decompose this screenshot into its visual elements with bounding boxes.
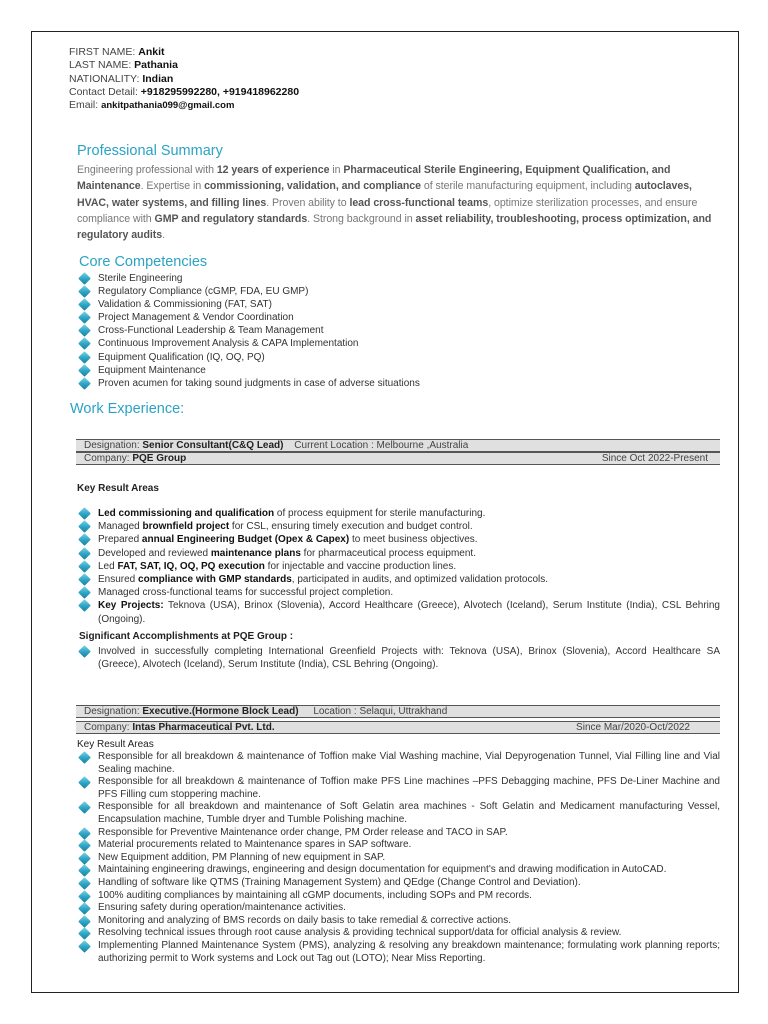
job2-company: Intas Pharmaceutical Pvt. Ltd. — [132, 722, 275, 733]
last-name-line: LAST NAME: Pathania — [69, 59, 178, 72]
list-item: Resolving technical issues through root cause analysis & providing technical support/data for official analysis & review. — [76, 927, 720, 940]
diamond-bullet-icon — [78, 890, 91, 903]
job2-location: Location : Selaqui, Uttrakhand — [313, 706, 448, 717]
list-item: Ensured compliance with GMP standards, participated in audits, and optimized validation protocols. — [76, 573, 720, 586]
job1-company: PQE Group — [132, 453, 187, 464]
nationality-line: NATIONALITY: Indian — [69, 72, 174, 85]
diamond-bullet-icon — [78, 802, 91, 815]
diamond-bullet-icon — [78, 311, 91, 324]
job2-kra-heading: Key Result Areas — [77, 739, 154, 750]
list-item: Project Management & Vendor Coordination — [76, 311, 716, 324]
diamond-bullet-icon — [78, 507, 91, 520]
job1-accomplishments-list — [76, 645, 720, 671]
job1-designation-bar: Designation: Senior Consultant(C&Q Lead) Current Location : Melbourne ,Australia — [76, 439, 720, 452]
list-item: Responsible for all breakdown & maintenance of Toffion make Vial Washing machine, Vial Depyrogenation Tunnel, Vial Filling line and Vial Sealing machine. — [76, 751, 720, 776]
list-item: Regulatory Compliance (cGMP, FDA, EU GMP) — [76, 285, 716, 298]
diamond-bullet-icon — [78, 272, 91, 285]
summary-paragraph: Engineering professional with 12 years of experience in Pharmaceutical Sterile Engineering, Equipment Qualification, and Maintenance. Expertise in commissioning, validation, and compliance of sterile manufacturing equipment, including autoclaves, HVAC, water systems, and filling lines. Proven ability to lead cross-functional teams, optimize sterilization processes, and ensure compliance with GMP and regulatory standards. Strong background in asset reliability, troubleshooting, process optimization, and regulatory audits. — [77, 164, 712, 242]
job1-designation: Senior Consultant(C&Q Lead) — [142, 440, 284, 451]
job2-designation: Executive.(Hormone Block Lead) — [142, 706, 299, 717]
list-item: Key Projects: Teknova (USA), Brinox (Slovenia), Accord Healthcare (Greece), Alvotech (Iceland), Serum Institute (India), CSL Behring (Ongoing). — [76, 599, 720, 625]
diamond-bullet-icon — [78, 534, 91, 547]
job1-accomplishments-heading: Significant Accomplishments at PQE Group : — [79, 631, 294, 642]
diamond-bullet-icon — [78, 927, 91, 940]
core-competencies-heading: Core Competencies — [79, 254, 208, 270]
diamond-bullet-icon — [78, 827, 91, 840]
first-name-line: FIRST NAME: Ankit — [69, 46, 165, 58]
list-item: Equipment Maintenance — [76, 364, 716, 377]
list-item: Validation & Commissioning (FAT, SAT) — [76, 298, 716, 311]
list-item: Proven acumen for taking sound judgments in case of adverse situations — [76, 377, 716, 390]
diamond-bullet-icon — [78, 285, 91, 298]
list-item: Equipment Qualification (IQ, OQ, PQ) — [76, 351, 716, 364]
last-name: Pathania — [134, 59, 178, 72]
job2-company-bar: Company: Intas Pharmaceutical Pvt. Ltd. Since Mar/2020-Oct/2022 — [76, 721, 720, 734]
diamond-bullet-icon — [78, 776, 91, 789]
phone-line: Contact Detail: +918295992280, +919418962280 — [69, 85, 300, 98]
diamond-bullet-icon — [78, 645, 91, 658]
email-address[interactable]: ankitpathania099@gmail.com — [101, 100, 235, 112]
diamond-bullet-icon — [78, 560, 91, 573]
diamond-bullet-icon — [78, 852, 91, 865]
first-name: Ankit — [138, 46, 165, 58]
diamond-bullet-icon — [78, 940, 91, 953]
list-item: Ensuring safety during operation/maintenance activities. — [76, 902, 720, 915]
email-line: Email: ankitpathania099@gmail.com — [69, 99, 235, 112]
list-item: Continuous Improvement Analysis & CAPA Implementation — [76, 337, 716, 350]
diamond-bullet-icon — [78, 325, 91, 338]
list-item: Responsible for all breakdown & maintenance of Toffion make PFS Line machines –PFS Debagging machine, PFS De-Liner Machine and PFS Filling cum stoppering machine. — [76, 776, 720, 801]
list-item: Maintaining engineering drawings, engineering and design documentation for equipment's and drawing modification in AutoCAD. — [76, 864, 720, 877]
list-item: Implementing Planned Maintenance System (PMS), analyzing & resolving any breakdown maintenance; formulating work planning reports; authorizing permit to Work systems and Lock out Tag out (LOTO); Near Miss Reporting. — [76, 940, 720, 965]
list-item: Managed brownfield project for CSL, ensuring timely execution and budget control. — [76, 520, 720, 533]
list-item: Handling of software like QTMS (Training Management System) and QEdge (Change Control and Deviation). — [76, 877, 720, 890]
diamond-bullet-icon — [78, 573, 91, 586]
list-item: Prepared annual Engineering Budget (Opex & Capex) to meet business objectives. — [76, 533, 720, 546]
diamond-bullet-icon — [78, 520, 91, 533]
list-item: Managed cross-functional teams for successful project completion. — [76, 586, 720, 599]
list-item: 100% auditing compliances by maintaining all cGMP documents, including SOPs and PM records. — [76, 890, 720, 903]
job1-kra-list — [76, 507, 720, 626]
job2-designation-bar: Designation: Executive.(Hormone Block Lead) Location : Selaqui, Uttrakhand — [76, 705, 720, 718]
list-item: Responsible for Preventive Maintenance order change, PM Order release and TACO in SAP. — [76, 827, 720, 840]
job1-company-bar: Company: PQE Group Since Oct 2022-Present — [76, 452, 720, 465]
diamond-bullet-icon — [78, 547, 91, 560]
diamond-bullet-icon — [78, 915, 91, 928]
list-item: Involved in successfully completing International Greenfield Projects with: Teknova (USA), Brinox (Slovenia), Accord Healthcare SA (Greece), Alvotech (Iceland), Serum Institute (India), CSL Behring (Ongoing). — [76, 645, 720, 671]
diamond-bullet-icon — [78, 298, 91, 311]
diamond-bullet-icon — [78, 839, 91, 852]
diamond-bullet-icon — [78, 586, 91, 599]
phone-numbers: +918295992280, +919418962280 — [140, 85, 300, 98]
diamond-bullet-icon — [78, 864, 91, 877]
list-item: Developed and reviewed maintenance plans for pharmaceutical process equipment. — [76, 547, 720, 560]
list-item: Cross-Functional Leadership & Team Management — [76, 324, 716, 337]
nationality: Indian — [142, 72, 174, 85]
diamond-bullet-icon — [78, 377, 91, 390]
diamond-bullet-icon — [78, 351, 91, 364]
diamond-bullet-icon — [78, 751, 91, 764]
summary-heading: Professional Summary — [77, 143, 223, 159]
job1-period: Since Oct 2022-Present — [601, 453, 708, 464]
contact-block — [69, 46, 299, 112]
list-item: Sterile Engineering — [76, 272, 716, 285]
job1-location: Current Location : Melbourne ,Australia — [294, 440, 469, 451]
diamond-bullet-icon — [78, 902, 91, 915]
list-item: Led commissioning and qualification of process equipment for sterile manufacturing. — [76, 507, 720, 520]
list-item: Led FAT, SAT, IQ, OQ, PQ execution for injectable and vaccine production lines. — [76, 560, 720, 573]
job1-kra-heading: Key Result Areas — [77, 483, 159, 494]
list-item: Responsible for all breakdown and maintenance of Soft Gelatin area machines - Soft Gelatin and Medicament manufacturing Vessel, Encapsulation machine, Tumble dryer and Tumble Polishing machine. — [76, 801, 720, 826]
diamond-bullet-icon — [78, 877, 91, 890]
list-item: Material procurements related to Maintenance spares in SAP software. — [76, 839, 720, 852]
list-item: New Equipment addition, PM Planning of new equipment in SAP. — [76, 852, 720, 865]
diamond-bullet-icon — [78, 338, 91, 351]
job2-period: Since Mar/2020-Oct/2022 — [576, 722, 690, 733]
job2-kra-list — [76, 751, 720, 965]
diamond-bullet-icon — [78, 600, 91, 613]
core-competencies-list — [76, 272, 716, 390]
work-experience-heading: Work Experience: — [70, 401, 185, 417]
resume-page — [31, 31, 739, 993]
diamond-bullet-icon — [78, 364, 91, 377]
list-item: Monitoring and analyzing of BMS records on daily basis to take remedial & corrective actions. — [76, 915, 720, 928]
